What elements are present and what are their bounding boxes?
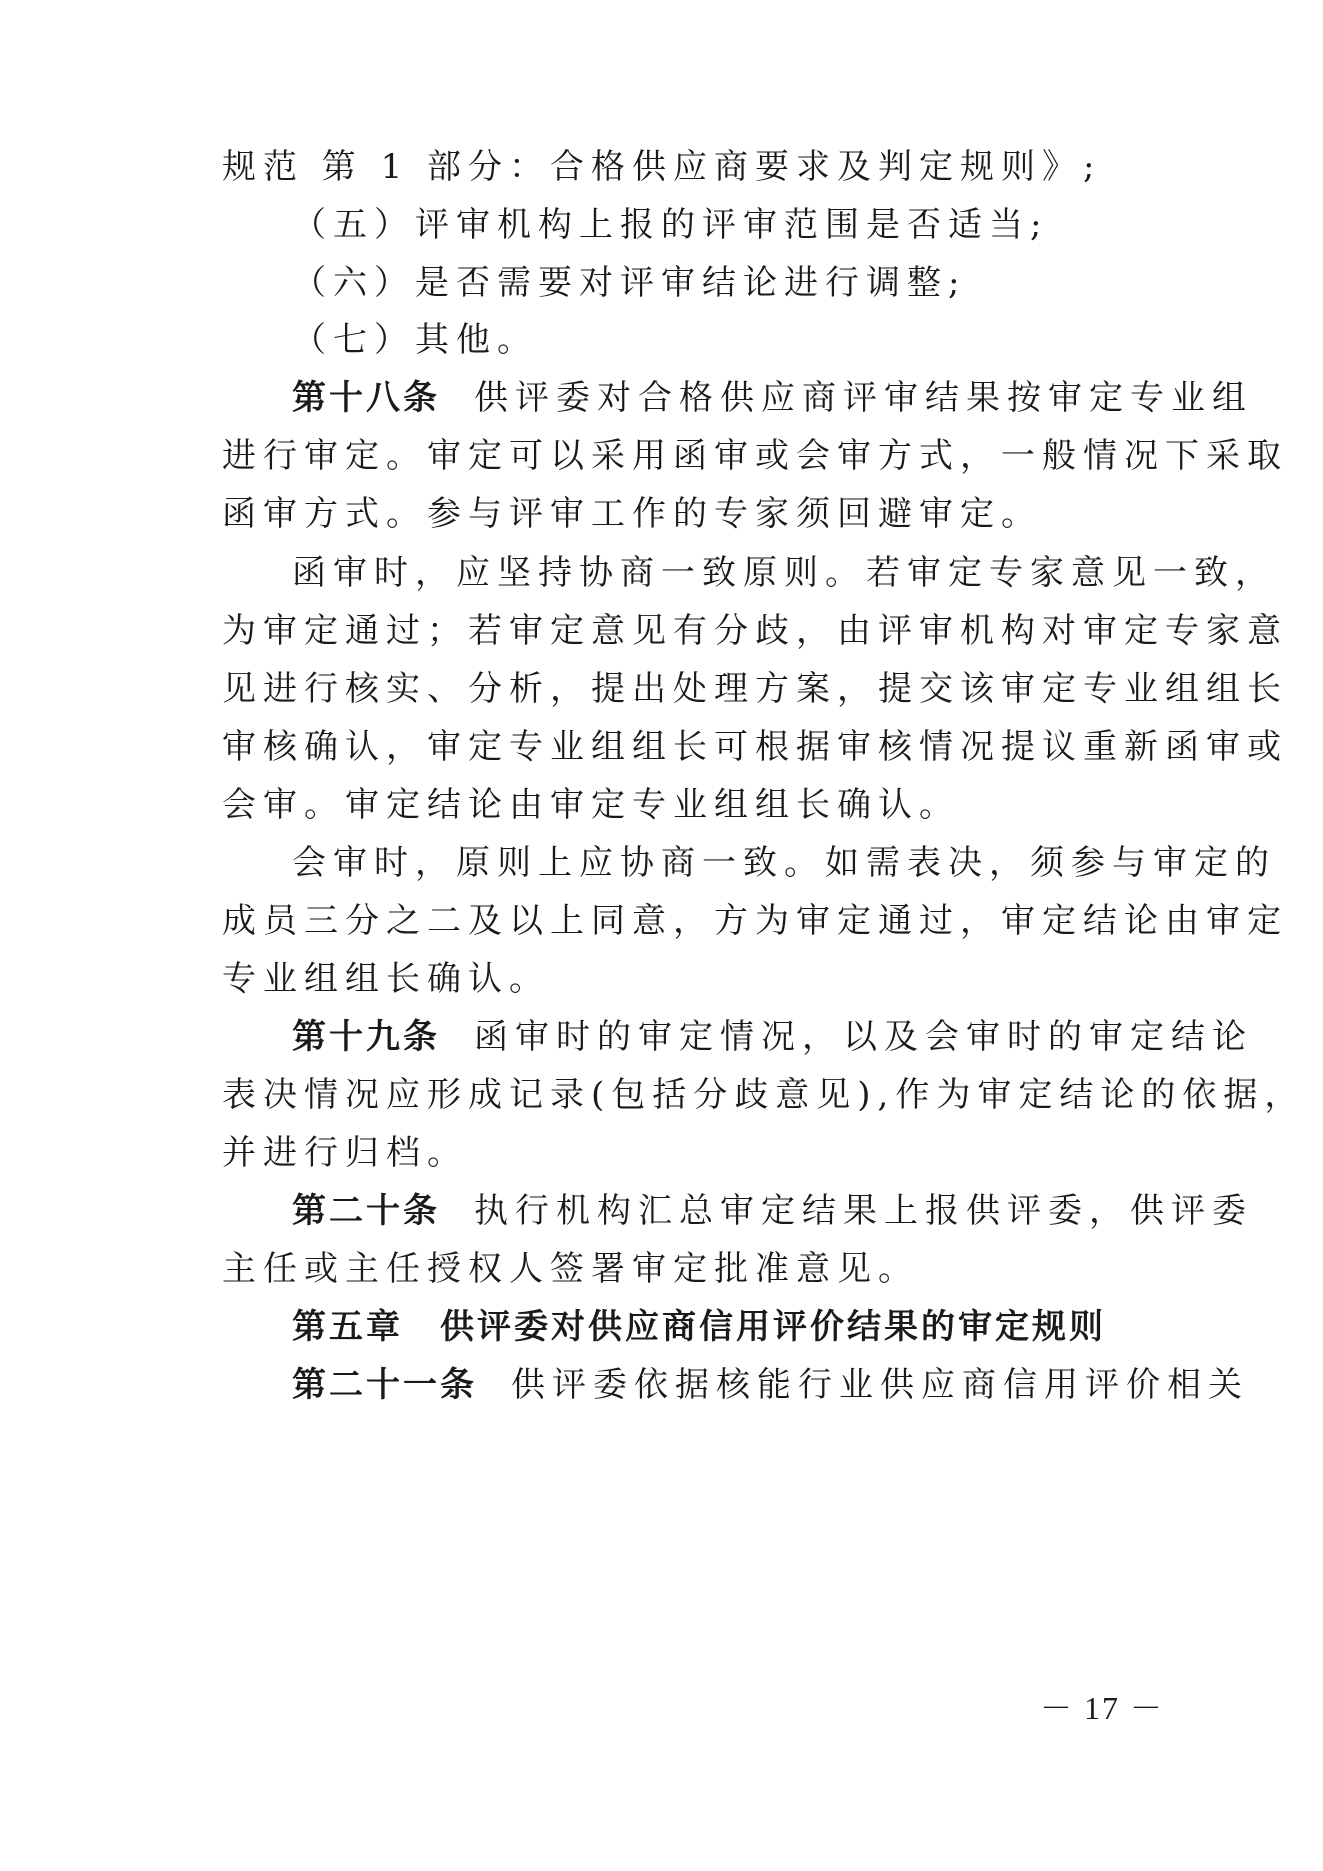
text-line: 主任或主任授权人签署审定批准意见。 bbox=[222, 1249, 919, 1289]
text-line: 表决情况应形成记录(包括分歧意见),作为审定结论的依据， bbox=[222, 1075, 1306, 1115]
text-line: 供评委依据核能行业供应商信用评价相关 bbox=[511, 1365, 1249, 1405]
text-line: 规范 第 1 部分：合格供应商要求及判定规则》; bbox=[222, 147, 1102, 187]
article-20-paragraph bbox=[292, 1191, 1253, 1231]
text-line: 并进行归档。 bbox=[222, 1133, 468, 1173]
text-line: 进行审定。审定可以采用函审或会审方式，一般情况下采取 bbox=[222, 436, 1288, 476]
article-21-paragraph bbox=[292, 1365, 1249, 1405]
text-line: 会审。审定结论由审定专业组组长确认。 bbox=[222, 785, 960, 825]
list-item: （七）其他。 bbox=[292, 320, 538, 360]
text-line: 审核确认，审定专业组组长可根据审核情况提议重新函审或 bbox=[222, 727, 1288, 767]
article-21-label: 第二十一条 bbox=[292, 1365, 477, 1405]
list-item: （六）是否需要对评审结论进行调整; bbox=[292, 263, 967, 303]
article-18-label: 第十八条 bbox=[292, 378, 440, 418]
text-line: 函审方式。参与评审工作的专家须回避审定。 bbox=[222, 494, 1042, 534]
article-20-label: 第二十条 bbox=[292, 1191, 440, 1231]
text-line: 供评委对合格供应商评审结果按审定专业组 bbox=[474, 378, 1253, 418]
list-item: （五）评审机构上报的评审范围是否适当; bbox=[292, 205, 1049, 245]
chapter-heading: 第五章 供评委对供应商信用评价结果的审定规则 bbox=[292, 1307, 1106, 1347]
text-line: 函审时，应坚持协商一致原则。若审定专家意见一致， bbox=[292, 553, 1276, 593]
article-19-paragraph bbox=[292, 1017, 1253, 1057]
text-line: 成员三分之二及以上同意，方为审定通过，审定结论由审定 bbox=[222, 901, 1288, 941]
article-18-paragraph bbox=[292, 378, 1253, 418]
text-line: 会审时，原则上应协商一致。如需表决，须参与审定的 bbox=[292, 843, 1276, 883]
page-number: － 17 － bbox=[1040, 1690, 1165, 1726]
article-19-label: 第十九条 bbox=[292, 1017, 440, 1057]
text-line: 为审定通过；若审定意见有分歧，由评审机构对审定专家意 bbox=[222, 611, 1288, 651]
text-line: 专业组组长确认。 bbox=[222, 959, 550, 999]
text-line: 执行机构汇总审定结果上报供评委，供评委 bbox=[474, 1191, 1253, 1231]
text-line: 见进行核实、分析，提出处理方案，提交该审定专业组组长 bbox=[222, 669, 1288, 709]
text-line: 函审时的审定情况，以及会审时的审定结论 bbox=[474, 1017, 1253, 1057]
